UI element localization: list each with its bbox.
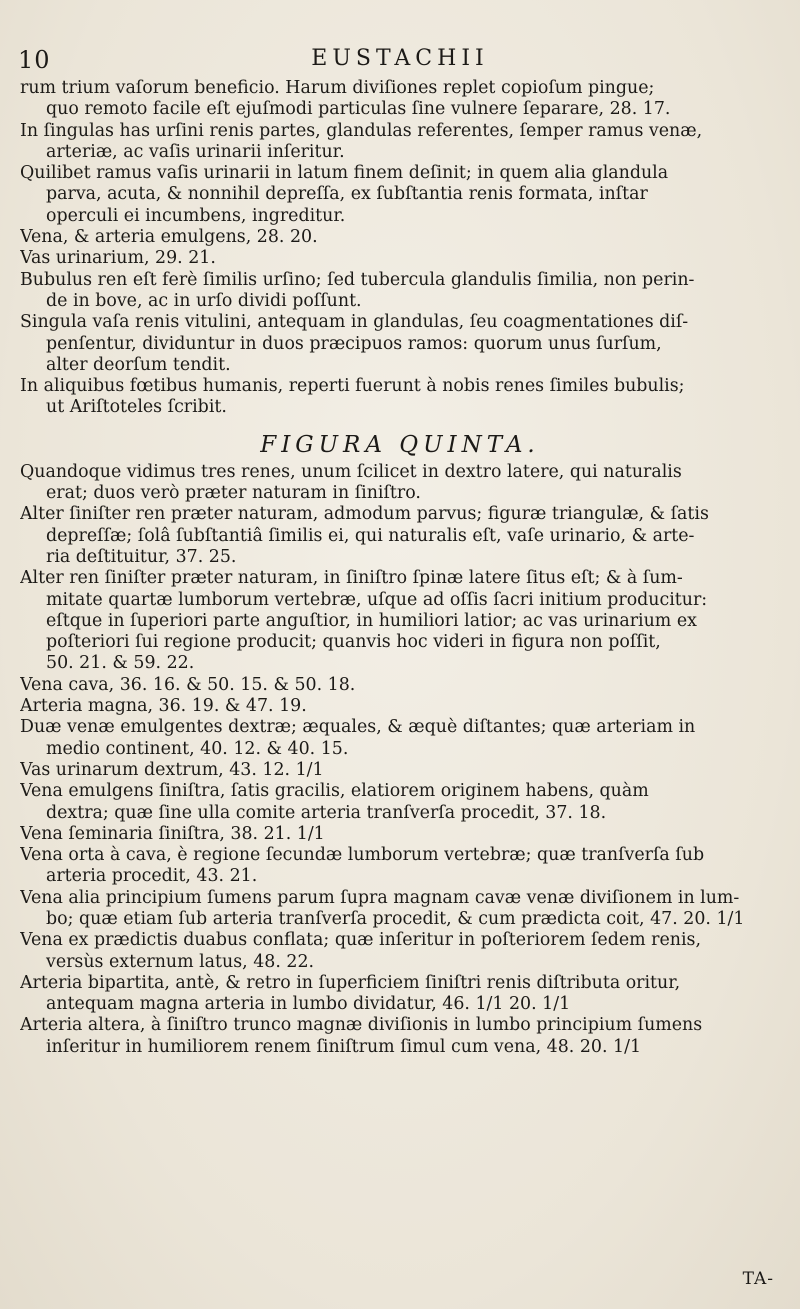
paragraph [20,717,780,760]
text-line: mitate quartæ lumborum vertebræ, uſque ad oſſis ſacri initium producitur: [46,589,708,610]
text-line: Duæ venæ emulgentes dextræ; æquales, & æquè diſtantes; quæ arteriam in [20,717,696,738]
text-line: Quilibet ramus vaſis urinarii in latum finem deſinit; in quem alia glandula [20,163,669,184]
text-line: eſtque in ſuperiori parte anguſtior, in humiliori latior; ac vas urinarium ex [46,610,697,631]
text-line: versùs externum latus, 48. 22. [46,951,315,972]
paragraph [20,824,780,845]
text-line: Vena emulgens ſiniſtra, ſatis gracilis, elatiorem originem habens, quàm [20,781,649,802]
paragraph [20,930,780,973]
text-line: arteria procedit, 43. 21. [46,866,258,887]
running-title: EUSTACHII [311,46,489,71]
text-line: de in bove, ac in urſo dividi poſſunt. [46,290,362,311]
text-line: antequam magna arteria in lumbo dividatur, 46. 1/1 20. 1/1 [46,994,571,1015]
text-line: Alter ſiniſter ren præter naturam, admodum parvus; figuræ triangulæ, & ſatis [20,504,709,525]
paragraph [20,973,780,1016]
text-line: depreſſæ; ſolâ ſubſtantiâ ſimilis ei, qui naturalis eſt, vaſe urinario, & arte- [46,525,695,546]
text-line: Vena ſeminaria ſiniſtra, 38. 21. 1/1 [20,823,325,844]
text-line: penſentur, dividuntur in duos præcipuos ramos: quorum unus ſurſum, [46,333,662,354]
text-line: Vena orta à cava, è regione ſecundæ lumborum vertebræ; quæ tranſverſa ſub [20,845,705,866]
text-line: Bubulus ren eſt ferè ſimilis urſino; ſed tubercula glandulis ſimilia, non perin- [20,269,695,290]
page-number: 10 [18,46,51,74]
paragraph [20,163,780,227]
text-line: Vena alia principium ſumens parum ſupra magnam cavæ venæ diviſionem in lum- [20,887,740,908]
text-line: operculi ei incumbens, ingreditur. [46,205,346,226]
paragraph [20,270,780,313]
paragraph [20,227,780,248]
text-line: ut Ariſtoteles ſcribit. [46,397,227,418]
body-text [20,78,780,1058]
text-line: Vena ex prædictis duabus conflata; quæ inſeritur in poſteriorem ſedem renis, [20,930,701,951]
text-line: In ſingulas has urſini renis partes, glandulas referentes, ſemper ramus venæ, [20,120,703,141]
paragraph [20,312,780,376]
text-line: rum trium vaſorum beneficio. Harum diviſiones replet copioſum pingue; [20,78,655,98]
paragraph [20,121,780,164]
text-line: In aliquibus fœtibus humanis, reperti fuerunt à nobis renes ſimiles bubulis; [20,376,685,397]
paragraph [20,568,780,674]
text-line: Vena, & arteria emulgens, 28. 20. [20,227,318,248]
paragraph [20,760,780,781]
paragraph [20,781,780,824]
paragraph [20,696,780,717]
text-line: Alter ren ſiniſter præter naturam, in ſiniſtro ſpinæ latere ſitus eſt; & à ſum- [20,568,683,589]
text-line: dextra; quæ ſine ulla comite arteria tranſverſa procedit, 37. 18. [46,802,607,823]
text-line: Arteria altera, à ſiniſtro trunco magnæ diviſionis in lumbo principium ſumens [20,1015,703,1036]
paragraph [20,462,780,505]
text-line: erat; duos verò præter naturam in ſiniſtro. [46,483,421,504]
paragraph [20,1015,780,1058]
text-line: Arteria magna, 36. 19. & 47. 19. [20,696,307,717]
paragraphs-after [20,462,780,1058]
text-line: Singula vaſa renis vitulini, antequam in glandulas, ſeu coagmentationes diſ- [20,312,689,333]
text-line: quo remoto facile eſt ejuſmodi particulas ſine vulnere ſeparare, 28. 17. [46,99,671,120]
text-line: ria deſtituitur, 37. 25. [46,546,237,567]
text-line: Vas urinarium, 29. 21. [20,248,216,269]
paragraphs-before [20,78,780,419]
text-line: Arteria bipartita, antè, & retro in ſuperficiem ſiniſtri renis diſtributa oritur, [20,972,681,993]
paragraph [20,248,780,269]
catchword: TA- [742,1269,774,1289]
paragraph [20,888,780,931]
text-line: 50. 21. & 59. 22. [46,653,195,674]
section-heading: FIGURA QUINTA. [260,431,540,458]
paragraph [20,845,780,888]
text-line: poſteriori ſui regione producit; quanvis hoc videri in figura non poſſit, [46,632,661,653]
text-line: Vas urinarum dextrum, 43. 12. 1/1 [20,759,324,780]
paragraph [20,78,780,121]
text-line: Quandoque vidimus tres renes, unum ſcilicet in dextro latere, qui naturalis [20,461,682,482]
text-line: bo; quæ etiam ſub arteria tranſverſa procedit, & cum prædicta coit, 47. 20. 1/1 [46,908,745,929]
paragraph [20,675,780,696]
text-line: alter deorſum tendit. [46,354,231,375]
text-line: parva, acuta, & nonnihil depreſſa, ex ſubſtantia renis formata, inſtar [46,184,648,205]
paragraph [20,376,780,419]
text-line: medio continent, 40. 12. & 40. 15. [46,738,349,759]
page-header [18,46,782,80]
text-line: arteriæ, ac vaſis urinarii inſeritur. [46,141,345,162]
paragraph [20,504,780,568]
text-line: Vena cava, 36. 16. & 50. 15. & 50. 18. [20,674,356,695]
text-line: inſeritur in humiliorem renem ſiniſtrum ſimul cum vena, 48. 20. 1/1 [46,1036,642,1057]
